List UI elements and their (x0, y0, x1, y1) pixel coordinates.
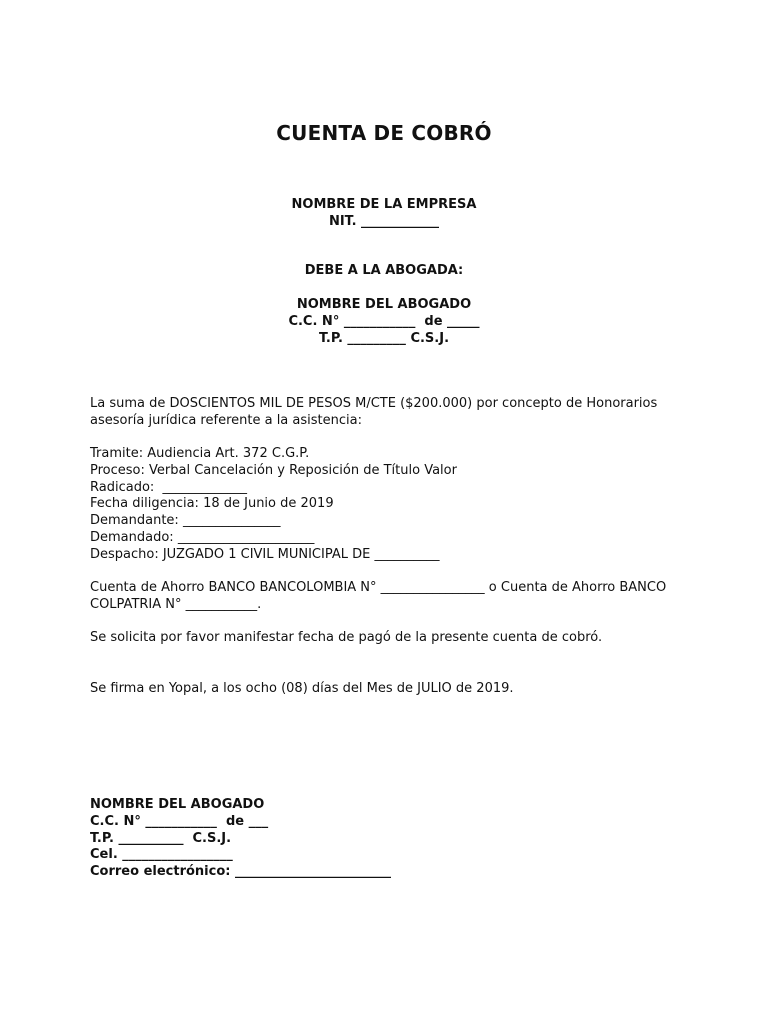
lawyer-header-name: NOMBRE DEL ABOGADO (296, 297, 472, 312)
company-nit: NIT. ____________ (328, 214, 440, 229)
signature-name: NOMBRE DEL ABOGADO (90, 797, 265, 812)
signature-cc: C.C. N° ___________ de ___ (90, 813, 269, 829)
amount-line-2: asesoría jurídica referente a la asistencia: (90, 412, 362, 428)
signature-block (90, 797, 690, 881)
signature-cel: Cel. _________________ (90, 847, 233, 863)
signature-tp: T.P. __________ C.S.J. (90, 830, 232, 846)
bank-line-1: Cuenta de Ahorro BANCO BANCOLOMBIA N° ________________ o Cuenta de Ahorro BANCO (90, 580, 667, 595)
lawyer-header-tp: T.P. _________ C.S.J. (318, 331, 450, 346)
detail-proceso: Proceso: Verbal Cancelación y Reposición de Título Valor (90, 462, 457, 478)
company-name: NOMBRE DE LA EMPRESA (291, 197, 477, 212)
bank-paragraph (90, 580, 690, 614)
lawyer-header-block (0, 296, 768, 347)
payment-request: Se solicita por favor manifestar fecha de pagó de la presente cuenta de cobró. (90, 630, 603, 645)
bank-line-2: COLPATRIA N° ___________. (90, 596, 262, 612)
detail-fecha: Fecha diligencia: 18 de Junio de 2019 (90, 496, 334, 512)
detail-tramite: Tramite: Audiencia Art. 372 C.G.P. (90, 446, 310, 461)
document-title: CUENTA DE COBRÓ (276, 121, 492, 145)
company-block (0, 196, 768, 230)
signature-email: Correo electrónico: ________________________ (90, 864, 391, 880)
detail-despacho: Despacho: JUZGADO 1 CIVIL MUNICIPAL DE __________ (90, 546, 440, 562)
owes-heading: DEBE A LA ABOGADA: (304, 263, 464, 278)
detail-demandado: Demandado: _____________________ (90, 529, 315, 545)
lawyer-header-cc: C.C. N° ___________ de _____ (288, 314, 480, 329)
amount-paragraph (90, 396, 690, 430)
signed-location-date: Se firma en Yopal, a los ocho (08) días del Mes de JULIO de 2019. (90, 681, 514, 696)
amount-line-1: La suma de DOSCIENTOS MIL DE PESOS M/CTE ($200.000) por concepto de Honorarios (90, 396, 658, 411)
details-list (90, 446, 690, 564)
detail-radicado: Radicado: _____________ (90, 479, 248, 495)
detail-demandante: Demandante: _______________ (90, 513, 281, 529)
